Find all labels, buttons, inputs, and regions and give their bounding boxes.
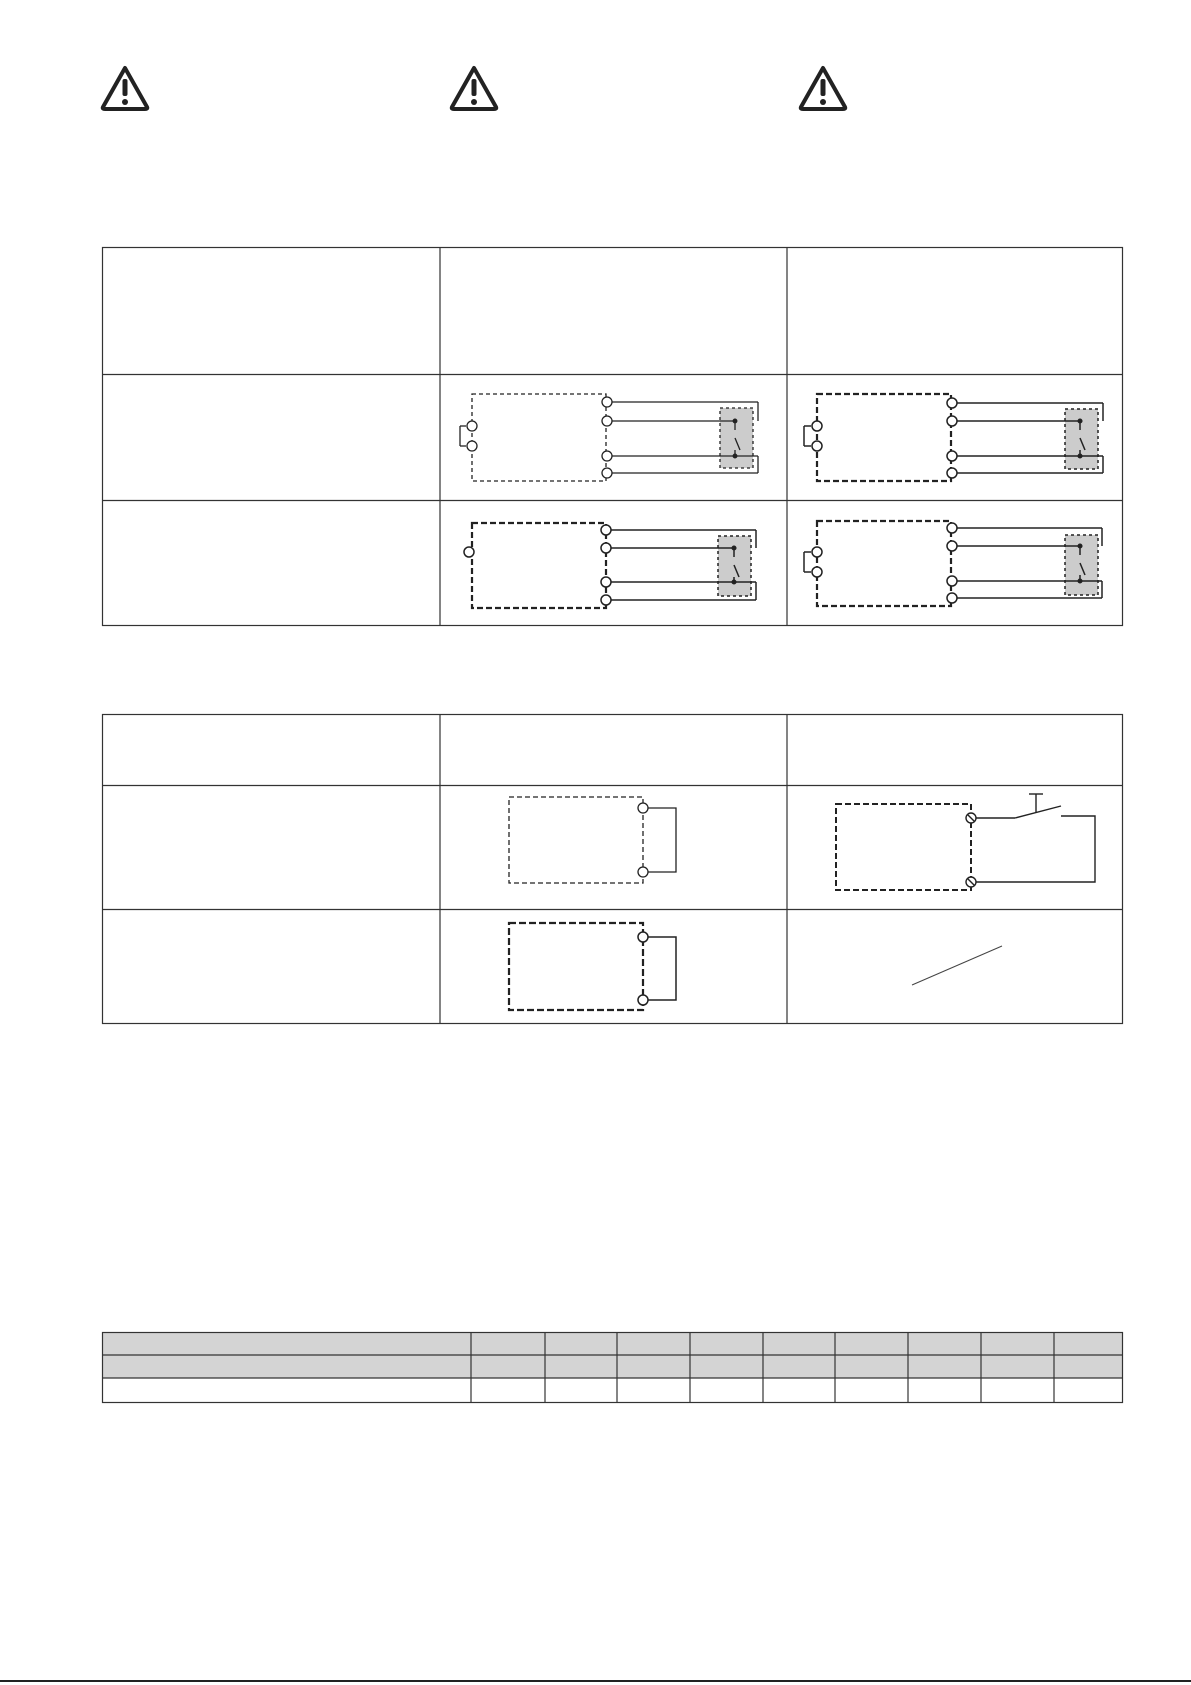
loop-diagram-icon	[509, 797, 676, 883]
table-3-header-row-1	[103, 1333, 1123, 1355]
table-3-header-row-2	[103, 1356, 1123, 1378]
wiring-diagram-icon	[804, 521, 1102, 606]
wiring-table-2	[0, 700, 1191, 1040]
wiring-table-1	[0, 0, 1191, 640]
table-2-grid	[102, 714, 1123, 1024]
wiring-diagram-icon	[464, 523, 756, 608]
data-table-3	[0, 1320, 1191, 1410]
page-bottom-rule	[0, 1680, 1191, 1682]
wiring-diagram-icon	[804, 394, 1103, 481]
loop-diagram-icon	[509, 923, 676, 1010]
table-1-grid	[102, 247, 1123, 626]
not-applicable-slash-icon	[912, 946, 1002, 985]
wiring-diagram-icon	[460, 394, 758, 481]
switch-diagram-icon	[836, 794, 1095, 890]
